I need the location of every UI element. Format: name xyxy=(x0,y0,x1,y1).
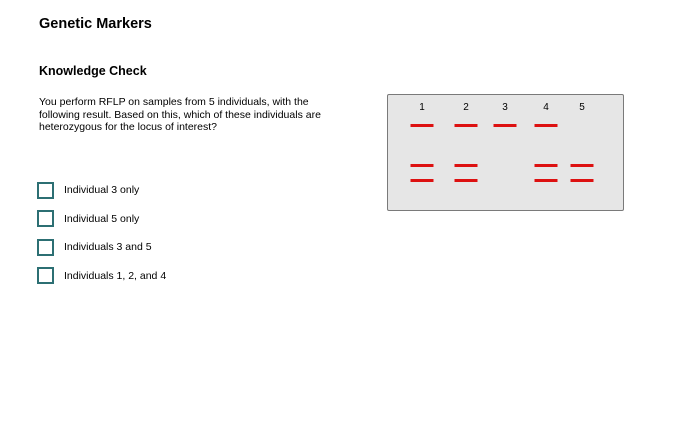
gel-svg xyxy=(388,95,622,209)
gel-band-lower xyxy=(455,164,478,167)
gel-diagram xyxy=(387,94,624,211)
option-label: Individual 3 only xyxy=(64,184,140,196)
page-title: Genetic Markers xyxy=(39,16,152,32)
gel-band-upper xyxy=(494,124,517,127)
option-label: Individuals 1, 2, and 4 xyxy=(64,269,167,282)
gel-band-lower xyxy=(455,179,478,182)
option-individual-5-only[interactable] xyxy=(37,209,166,229)
option-checkbox[interactable] xyxy=(37,210,54,227)
gel-band-lower xyxy=(535,164,558,167)
option-individuals-1-2-and-4[interactable] xyxy=(37,266,166,286)
question-text: You perform RFLP on samples from 5 individuals, with the following result. Based on this, which of these individuals are heterozygous for the locus of interest? xyxy=(39,96,321,133)
gel-band-lower xyxy=(411,164,434,167)
gel-band-upper xyxy=(411,124,434,127)
lane-label: 3 xyxy=(502,102,508,113)
knowledge-check-title: Knowledge Check xyxy=(39,64,147,78)
option-individual-3-only[interactable] xyxy=(37,180,166,200)
option-checkbox[interactable] xyxy=(37,267,54,284)
gel-band-lower xyxy=(535,179,558,182)
gel-band-upper xyxy=(535,124,558,127)
lane-label: 4 xyxy=(543,102,549,113)
option-checkbox[interactable] xyxy=(37,182,54,199)
option-label: Individuals 3 and 5 xyxy=(64,241,152,253)
lane-label: 2 xyxy=(463,102,469,113)
gel-band-lower xyxy=(571,179,594,182)
lane-label: 1 xyxy=(419,102,425,113)
gel-band-upper xyxy=(455,124,478,127)
gel-band-lower xyxy=(571,164,594,167)
answer-options xyxy=(37,180,166,294)
option-label: Individual 5 only xyxy=(64,212,140,225)
option-individuals-3-and-5[interactable] xyxy=(37,237,166,257)
lane-label: 5 xyxy=(579,102,585,113)
option-checkbox[interactable] xyxy=(37,239,54,256)
gel-band-lower xyxy=(411,179,434,182)
